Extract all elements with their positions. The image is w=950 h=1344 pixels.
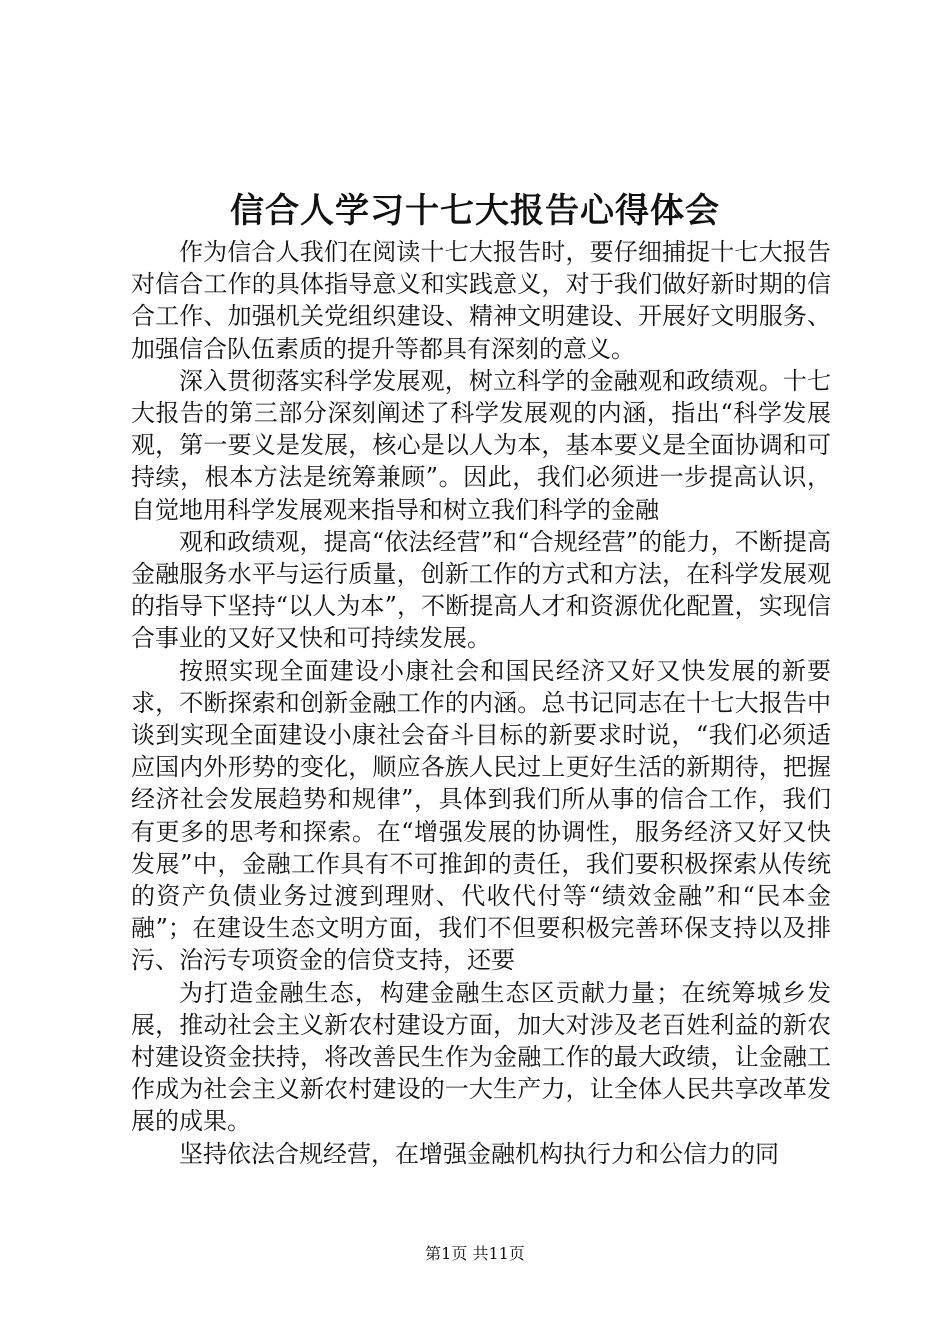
paragraph: 作为信合人我们在阅读十七大报告时，要仔细捕捉十七大报告对信合工作的具体指导意义和实践意义，对于我们做好新时期的信合工作、加强机关党组织建设、精神文明建设、开展好文明服务、加强信合队伍素质的提升等都具有深刻的意义。	[131, 238, 831, 363]
page-footer: 第1页 共11页	[425, 1244, 525, 1263]
document-title: 信合人学习十七大报告心得体会	[230, 191, 720, 231]
paragraph: 坚持依法合规经营，在增强金融机构执行力和公信力的同	[179, 1139, 779, 1168]
paragraph: 观和政绩观，提高“依法经营”和“合规经营”的能力，不断提高金融服务水平与运行质量，创新工作的方式和方法，在科学发展观的指导下坚持“以人为本”，不断提高人才和资源优化配置，实现信合事业的又好又快和可持续发展。	[131, 527, 831, 653]
paragraph: 按照实现全面建设小康社会和国民经济又好又快发展的新要求，不断探索和创新金融工作的内涵。总书记同志在十七大报告中谈到实现全面建设小康社会奋斗目标的新要求时说，“我们必须适应国内外形势的变化，顺应各族人民过上更好生活的新期待，把握经济社会发展趋势和规律”，具体到我们所从事的信合工作，我们有更多的思考和探索。在“增强发展的协调性，服务经济又好又快发展”中，金融工作具有不可推卸的责任，我们要积极探索从传统的资产负债业务过渡到理财、代收代付等“绩效金融”和“民本金融”；在建设生态文明方面，我们不但要积极完善环保支持以及排污、治污专项资金的信贷支持，还要	[131, 656, 831, 975]
document-body	[131, 236, 831, 1170]
paragraph: 为打造金融生态，构建金融生态区贡献力量；在统筹城乡发展，推动社会主义新农村建设方面，加大对涉及老百姓利益的新农村建设资金扶持，将改善民生作为金融工作的最大政绩，让金融工作成为社会主义新农村建设的一大生产力，让全体人民共享改革发展的成果。	[131, 978, 831, 1136]
paragraph: 深入贯彻落实科学发展观，树立科学的金融观和政绩观。十七大报告的第三部分深刻阐述了科学发展观的内涵，指出“科学发展观，第一要义是发展，核心是以人为本，基本要义是全面协调和可持续，根本方法是统筹兼顾”。因此，我们必须进一步提高认识，自觉地用科学发展观来指导和树立我们科学的金融	[131, 366, 831, 524]
